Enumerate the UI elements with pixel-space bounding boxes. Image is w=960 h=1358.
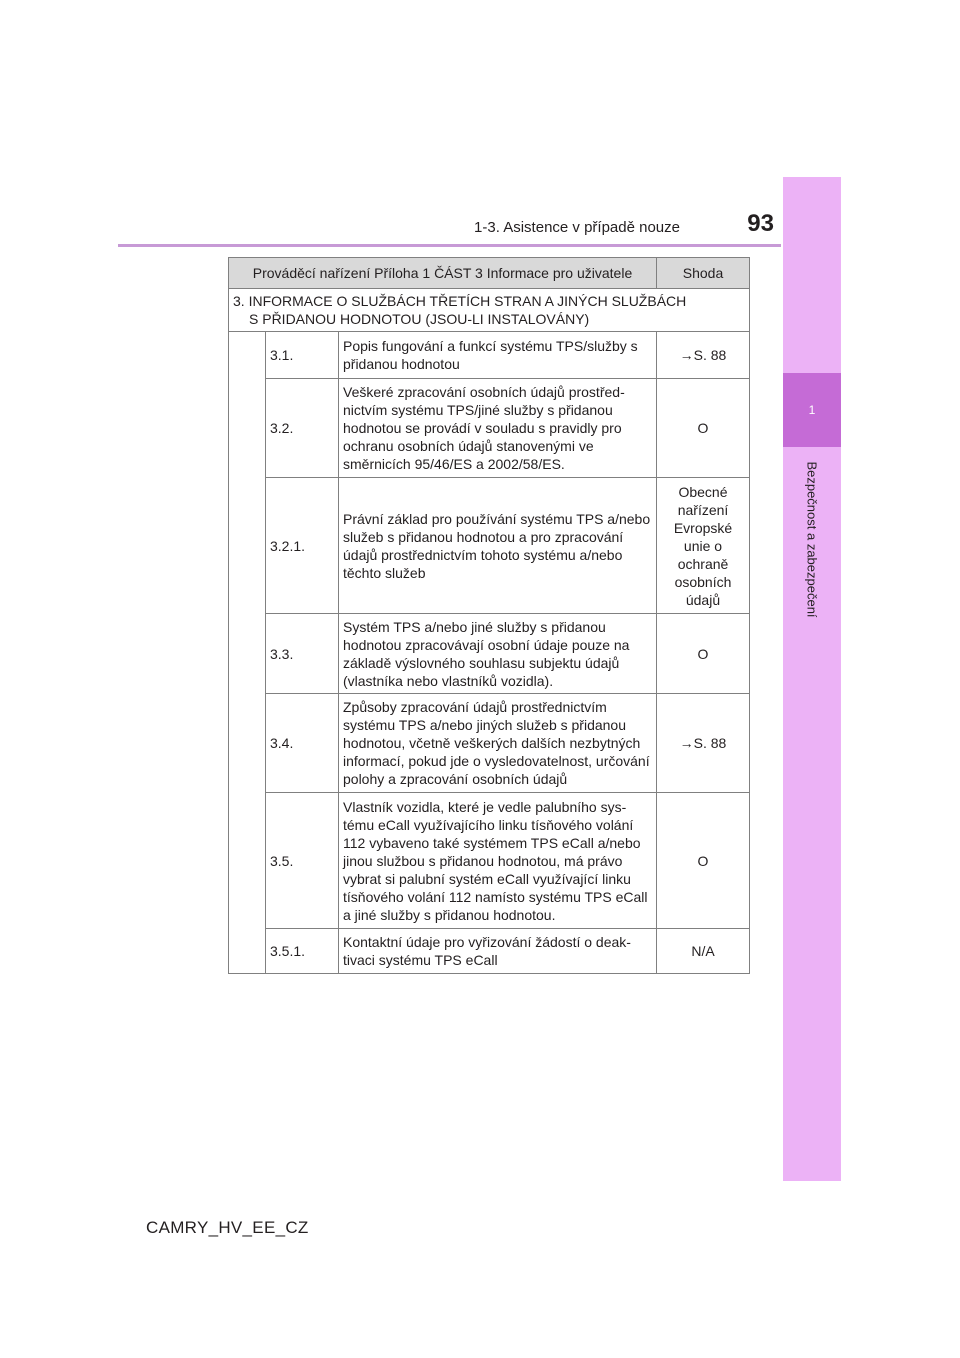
row-compliance: Obecné nařízení Evropské unie o ochraně osobních údajů <box>657 478 750 614</box>
row-number: 3.5.1. <box>266 929 339 974</box>
row-number: 3.2.1. <box>266 478 339 614</box>
row-number: 3.4. <box>266 694 339 793</box>
table-row <box>229 379 750 478</box>
row-number: 3.2. <box>266 379 339 478</box>
footer-code: CAMRY_HV_EE_CZ <box>146 1218 309 1237</box>
row-number: 3.5. <box>266 793 339 929</box>
row-description: Systém TPS a/nebo jiné služby s přidanou hodnotou zpracovávají osobní údaje pouze na základě výslovného souhlasu subjektu údajů (vlastníka nebo vlastníků vozidla). <box>339 614 657 694</box>
row-compliance: →S. 88 <box>657 332 750 379</box>
row-description: Popis fungování a funkcí systému TPS/služby s přidanou hodnotou <box>339 332 657 379</box>
info-table <box>228 257 750 974</box>
table-row <box>229 478 750 614</box>
table-header-row <box>229 258 750 289</box>
section-heading-line2: S PŘIDANOU HODNOTOU (JSOU-LI INSTALOVÁNY) <box>249 311 590 327</box>
chapter-title: Bezpečnost a zabezpečení <box>804 461 820 618</box>
table-row <box>229 614 750 694</box>
row-compliance: →S. 88 <box>657 694 750 793</box>
table-row <box>229 929 750 974</box>
table-row <box>229 332 750 379</box>
row-compliance: O <box>657 379 750 478</box>
section-row <box>229 289 750 332</box>
section-heading <box>229 289 750 332</box>
row-description: Vlastník vozidla, které je vedle palubního systému eCall využívajícího linku tísňového volání 112 vybaveno také systémem TPS eCall a/nebo jinou službou s přidanou hodnotou, má právo vybrat si palubní systém eCall využívající linku tísňového volání 112 namísto systému TPS eCall a jiné služby s přidanou hodnotou. <box>339 793 657 929</box>
section-heading-line1: 3. INFORMACE O SLUŽBÁCH TŘETÍCH STRAN A JINÝCH SLUŽBÁCH <box>233 293 687 309</box>
row-number: 3.1. <box>266 332 339 379</box>
row-description: Způsoby zpracování údajů prostřednictvím systému TPS a/nebo jiných služeb s přidanou hodnotou, včetně veškerých dalších nezbytných informací, pokud jde o vysledovatelnost, určování polohy a zpracování osobních údajů <box>339 694 657 793</box>
row-description: Právní základ pro používání systému TPS a/nebo služeb s přidanou hodnotou a pro zpracování údajů prostřednictvím tohoto systému a/nebo těchto služeb <box>339 478 657 614</box>
chapter-side-tab <box>783 177 841 1181</box>
row-description: Kontaktní údaje pro vyřizování žádostí o deaktivaci systému TPS eCall <box>339 929 657 974</box>
header-compliance: Shoda <box>657 258 750 289</box>
row-description: Veškeré zpracování osobních údajů prostřednictvím systému TPS/jiné služby s přidanou hodnotou se provádí v souladu s pravidly pro ochranu osobních údajů stanovenými ve směrnicích 95/46/ES a 2002/58/ES. <box>339 379 657 478</box>
row-compliance: O <box>657 793 750 929</box>
header-rule <box>118 244 781 247</box>
chapter-number: 1 <box>783 373 841 447</box>
indent-cell <box>229 332 266 974</box>
header-description: Prováděcí nařízení Příloha 1 ČÁST 3 Informace pro uživatele <box>229 258 657 289</box>
row-compliance: O <box>657 614 750 694</box>
table-row <box>229 793 750 929</box>
section-title: 1-3. Asistence v případě nouze <box>474 219 680 236</box>
table-row <box>229 694 750 793</box>
row-number: 3.3. <box>266 614 339 694</box>
page-number: 93 <box>747 210 774 237</box>
row-compliance: N/A <box>657 929 750 974</box>
